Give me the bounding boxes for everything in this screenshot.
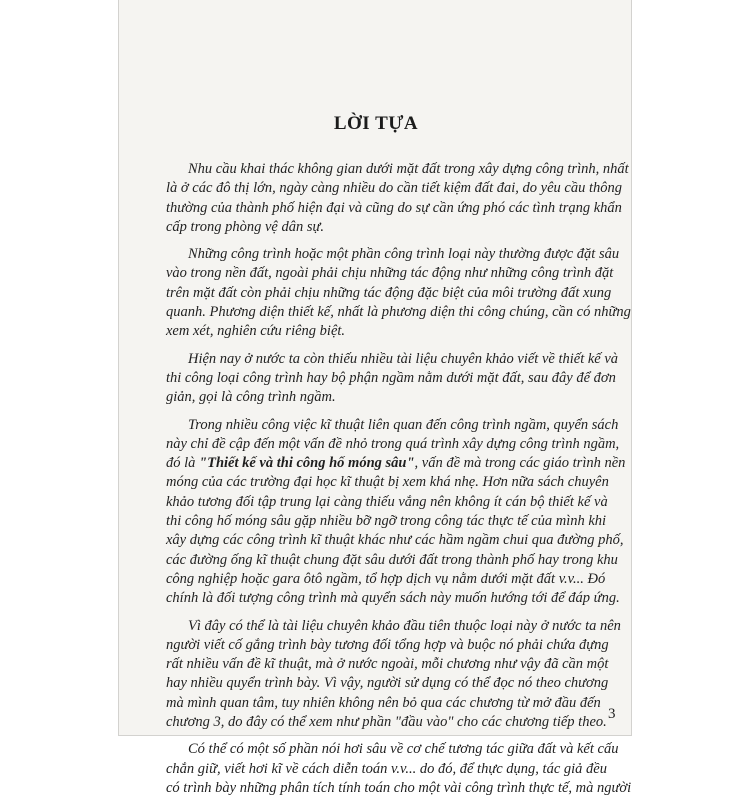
text-line: mà mình quan tâm, tuy nhiên không nên bỏ qua các chương từ mở đầu đến <box>166 694 601 711</box>
text-line: người viết cố gắng trình bày tương đối tổng hợp và buộc nó phải chứa đựng <box>166 636 609 653</box>
text-line: Những công trình hoặc một phần công trình loại này thường được đặt sâu <box>188 246 620 263</box>
text-line: giản, gọi là công trình ngầm. <box>166 389 336 406</box>
text-line: chắn giữ, viết hơi kĩ về cách diễn toán v.v... do đó, để thực dụng, tác giả đều <box>166 760 607 777</box>
text-line: xây dựng các công trình kĩ thuật khác như các hầm ngầm chui qua đường phố, <box>166 532 624 549</box>
text-line: Nhu cầu khai thác không gian dưới mặt đất trong xây dựng công trình, nhất <box>188 161 629 177</box>
text-line: chương 3, do đây có thể xem như phần "đầu vào" cho các chương tiếp theo. <box>166 714 607 731</box>
text-line: khảo tương đối tập trung lại càng thiếu vắng nên không ít cán bộ thiết kế và <box>166 493 608 510</box>
book-page <box>118 0 632 796</box>
text-line: cấp trong phòng vệ dân sự. <box>166 218 324 235</box>
text-line: này chỉ đề cập đến một vấn đề nhỏ trong quá trình xây dựng công trình ngầm, <box>166 435 620 452</box>
book-title-emphasis: "Thiết kế và thi công hố móng sâu" <box>199 455 415 472</box>
text-line: Hiện nay ở nước ta còn thiếu nhiều tài liệu chuyên khảo viết về thiết kế và <box>188 350 619 367</box>
text-line: Có thể có một số phần nói hơi sâu về cơ chế tương tác giữa đất và kết cấu <box>188 741 619 758</box>
paragraph-3 <box>166 350 619 408</box>
text-line: Trong nhiều công việc kĩ thuật liên quan đến công trình ngầm, quyển sách <box>188 416 619 433</box>
text-line: chính là đối tượng công trình mà quyển sách này muốn hướng tới để đáp ứng. <box>166 590 620 607</box>
text-line: vào trong nền đất, ngoài phải chịu những tác động như những công trình đặt <box>166 265 614 282</box>
text-segment: , vấn đề mà trong các giáo trình nền <box>414 455 626 472</box>
paragraph-4 <box>166 416 626 609</box>
page-number: 3 <box>608 706 616 722</box>
text-line: trên mặt đất còn phải chịu những tác động đặc biệt của môi trường đất xung <box>166 284 612 301</box>
text-line: hay nhiều quyển trình bày. Vì vậy, người sử dụng có thể đọc nó theo chương <box>166 675 609 692</box>
paragraph-1 <box>166 160 629 237</box>
text-line: là ở các đô thị lớn, ngày càng nhiều do cần tiết kiệm đất đai, do yêu cầu thông <box>166 180 623 197</box>
text-line: công nghiệp hoặc gara ôtô ngầm, tổ hợp dịch vụ nằm dưới mặt đất v.v... Đó <box>166 570 606 587</box>
text-line: các đường ống kĩ thuật chung đặt sâu dưới đất trong thành phố hay trong khu <box>166 551 618 568</box>
text-line: quanh. Phương diện thiết kế, nhất là phương diện thi công chúng, cần có những <box>166 304 631 321</box>
text-line: móng của các trường đại học kĩ thuật bị xem khá nhẹ. Hơn nữa sách chuyên <box>166 474 609 491</box>
text-line: thi công hố móng sâu gặp nhiều bỡ ngỡ trong công tác thực tế của mình khi <box>166 513 607 530</box>
page-title: LỜI TỰA <box>333 113 419 134</box>
text-line: xem xét, nghiên cứu riêng biệt. <box>166 323 346 340</box>
text-line: thường của thành phố hiện đại và cũng do sự cần ứng phó các tình trạng khẩn <box>166 199 622 216</box>
text-line: thi công loại công trình hay bộ phận ngầm nằm dưới mặt đất, sau đây để đơn <box>166 369 616 386</box>
preface-body <box>166 160 632 806</box>
text-line <box>166 454 626 473</box>
text-line: có trình bày những phân tích tính toán cho một vài công trình thực tế, mà người <box>166 779 632 796</box>
text-line: Vì đây có thể là tài liệu chuyên khảo đầu tiên thuộc loại này ở nước ta nên <box>188 617 621 634</box>
text-line: rất nhiều vấn đề kĩ thuật, mà ở nước ngoài, mỗi chương như vậy đã cần một <box>166 656 609 673</box>
paragraph-2 <box>166 245 631 341</box>
text-segment: đó là <box>166 455 200 472</box>
paragraph-6 <box>166 740 632 798</box>
paragraph-5 <box>166 617 621 733</box>
